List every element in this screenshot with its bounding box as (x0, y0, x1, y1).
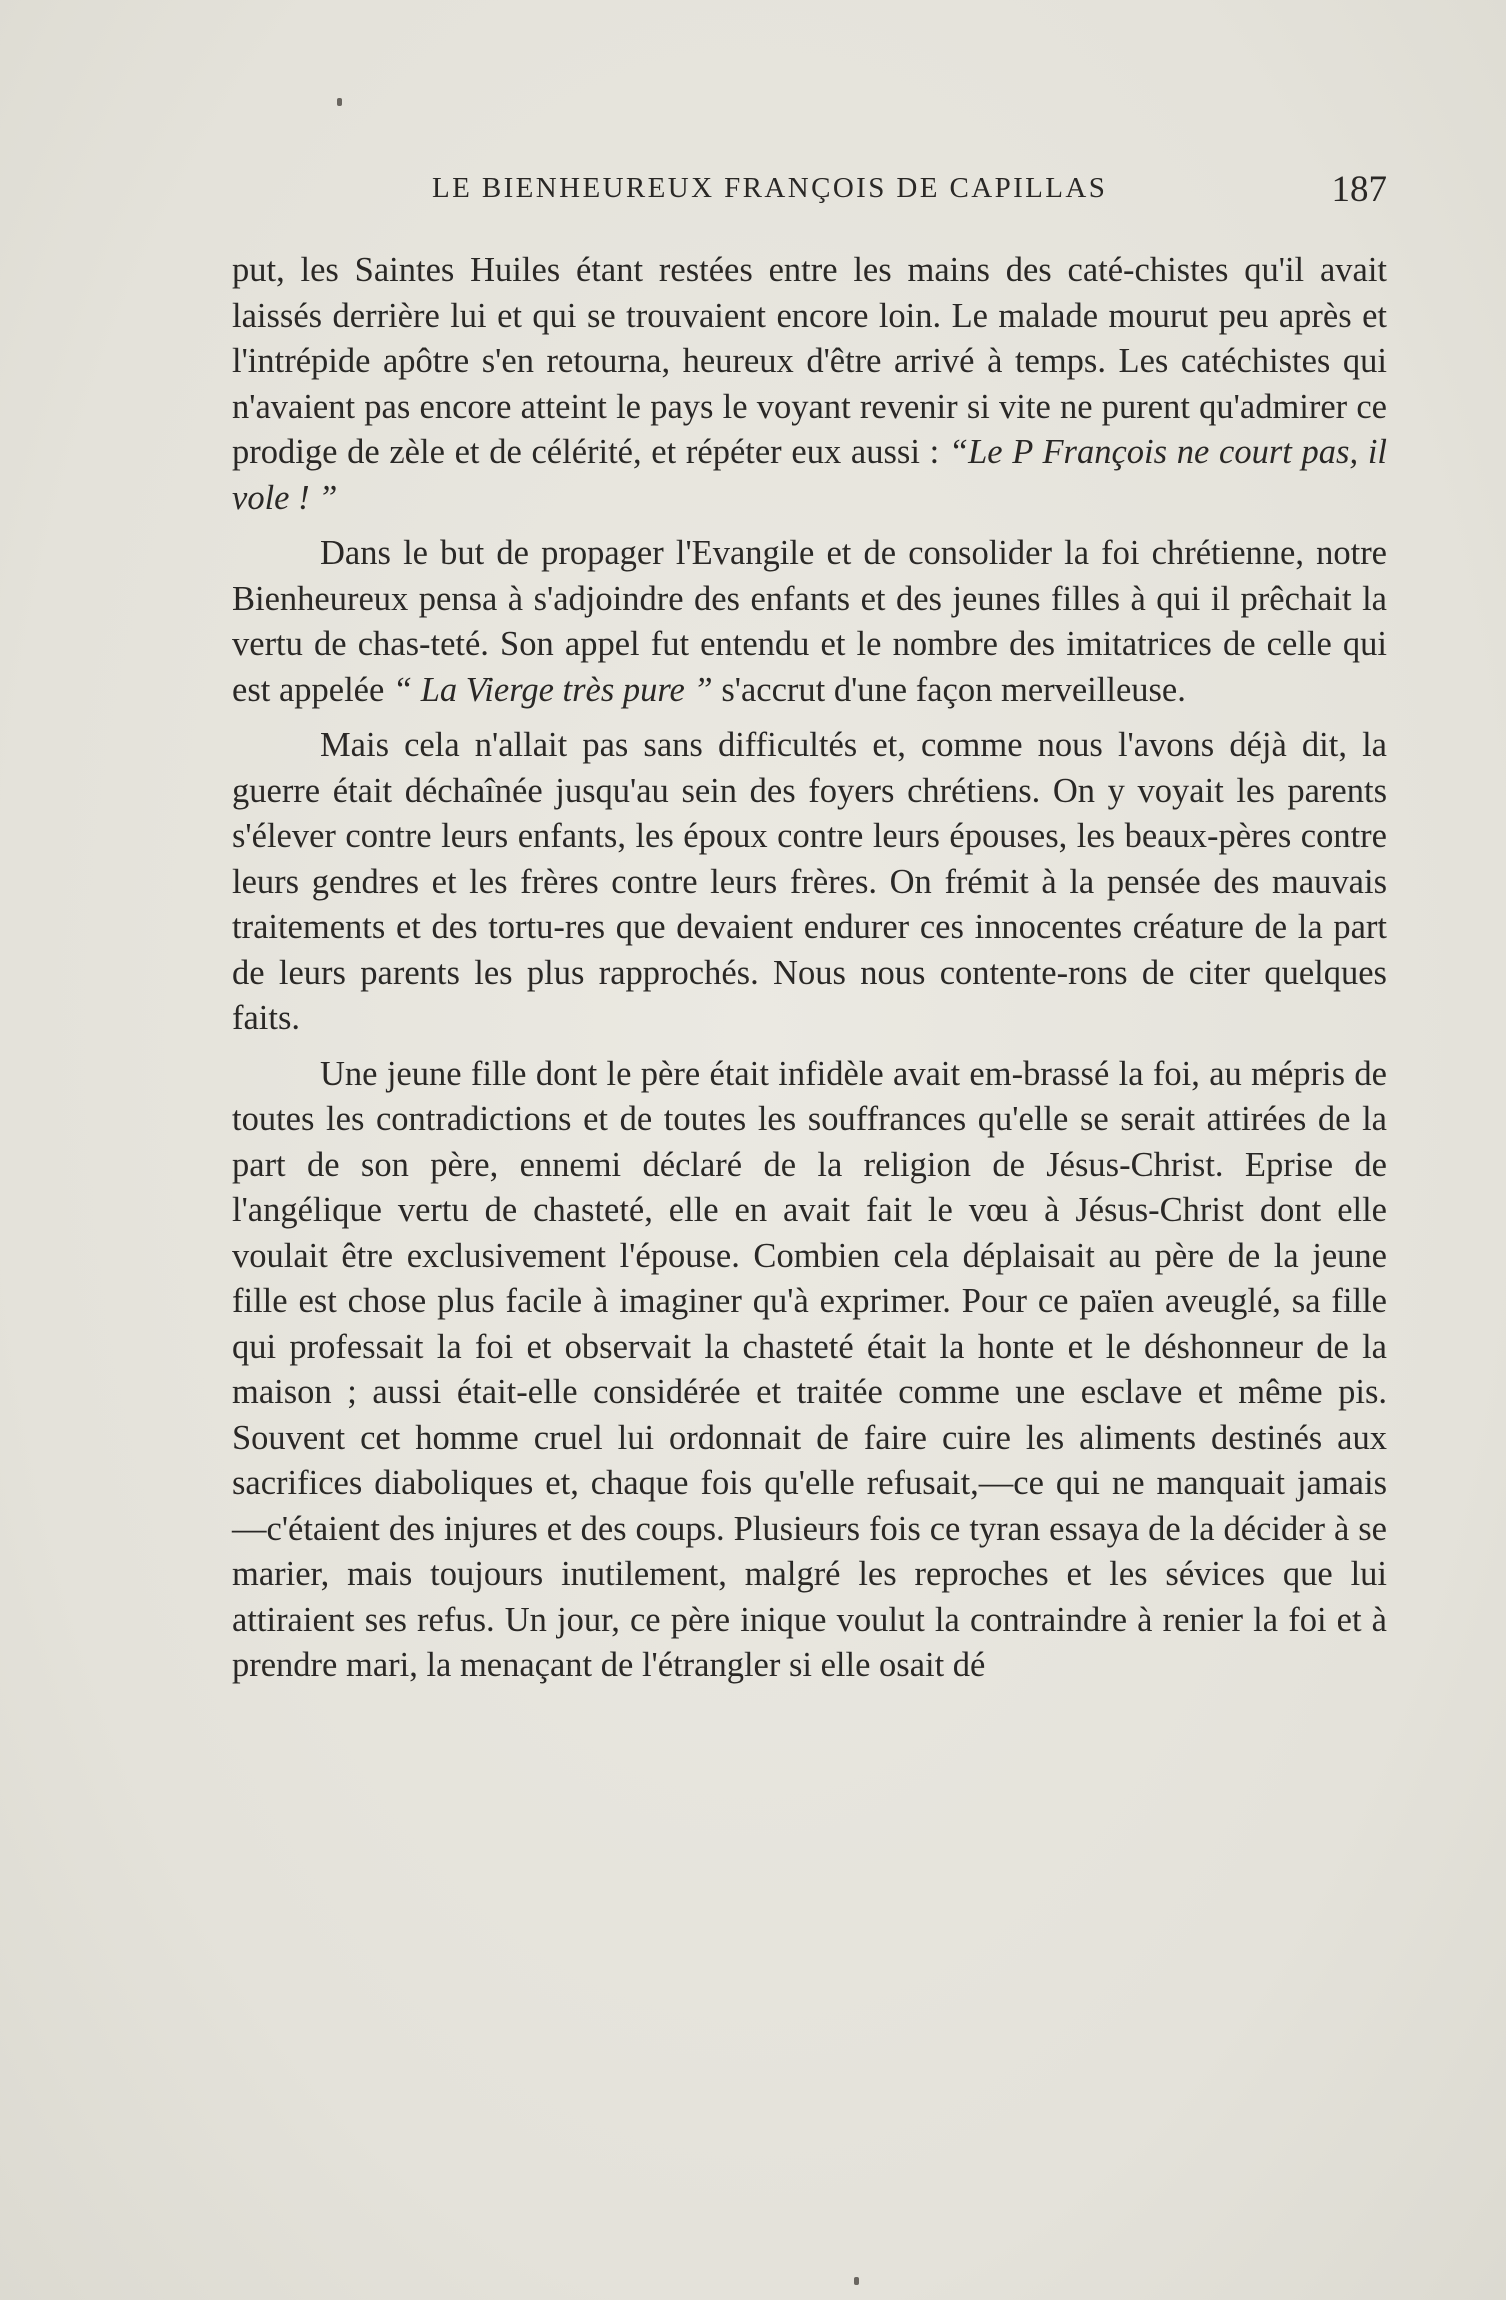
paragraph-4-text: Une jeune fille dont le père était infidèle avait em-brassé la foi, au mépris de toutes les contradictions et de toutes les souffrances qu'elle se serait attirées de la part de son père, ennemi déclaré de la religion de Jésus-Christ. Eprise de l'angélique vertu de chasteté, elle en avait fait le vœu à Jésus-Christ dont elle voulait être exclusivement l'épouse. Combien cela déplaisait au père de la jeune fille est chose plus facile à imaginer qu'à exprimer. Pour ce païen aveuglé, sa fille qui professait la foi et observait la chasteté était la honte et le déshonneur de la maison ; aussi était-elle considérée et traitée comme une esclave et même pis. Souvent cet homme cruel lui ordonnait de faire cuire les aliments destinés aux sacrifices diaboliques et, chaque fois qu'elle refusait,—ce qui ne manquait jamais—c'étaient des injures et des coups. Plusieurs fois ce tyran essaya de la décider à se marier, mais toujours inutilement, malgré les reproches et les sévices que lui attiraient ses refus. Un jour, ce père inique voulut la contraindre à renier la foi et à prendre mari, la menaçant de l'étrangler si elle osait dé (232, 1054, 1387, 1684)
page-number: 187 (1331, 169, 1387, 210)
running-title: LE BIENHEUREUX FRANÇOIS DE CAPILLAS (432, 172, 1108, 204)
paragraph-2-quote: “ La Vierge très pure ” (392, 670, 713, 709)
paragraph-3 (232, 723, 1387, 1042)
paragraph-1-quote: “Le P François ne court pas, il vole ! ” (232, 433, 1387, 517)
paragraph-3-text: Mais cela n'allait pas sans difficultés et, comme nous l'avons déjà dit, la guerre était déchaînée jusqu'au sein des foyers chrétiens. On y voyait les parents s'élever contre leurs enfants, les époux contre leurs épouses, les beaux-pères contre leurs gendres et les frères contre leurs frères. On frémit à la pensée des mauvais traitements et des tortu-res que devaient endurer ces innocentes créature de la part de leurs parents les plus rapprochés. Nous nous contente-rons de citer quelques faits. (232, 726, 1387, 1037)
paragraph-4 (232, 1052, 1387, 1689)
print-speck-top (337, 98, 342, 106)
paragraph-1 (232, 248, 1387, 521)
body-text (232, 248, 1387, 1689)
paragraph-2-tail: s'accrut d'une façon merveilleuse. (712, 670, 1186, 709)
paragraph-1-text: put, les Saintes Huiles étant restées entre les mains des caté-chistes qu'il avait laissés derrière lui et qui se trouvaient encore loin. Le malade mourut peu après et l'intrépide apôtre s'en retourna, heureux d'être arrivé à temps. Les catéchistes qui n'avaient pas encore atteint le pays le voyant revenir si vite ne purent qu'admirer ce prodige de zèle et de célérité, et répéter eux aussi : (232, 251, 1387, 471)
paragraph-2 (232, 531, 1387, 713)
print-speck-bottom (854, 2277, 859, 2285)
paragraph-2-text: Dans le but de propager l'Evangile et de consolider la foi chrétienne, notre Bienheureux pensa à s'adjoindre des enfants et des jeunes filles à qui il prêchait la vertu de chas-teté. Son appel fut entendu et le nombre des imitatrices de celle qui est appelée (232, 534, 1387, 709)
page-header (232, 168, 1387, 208)
